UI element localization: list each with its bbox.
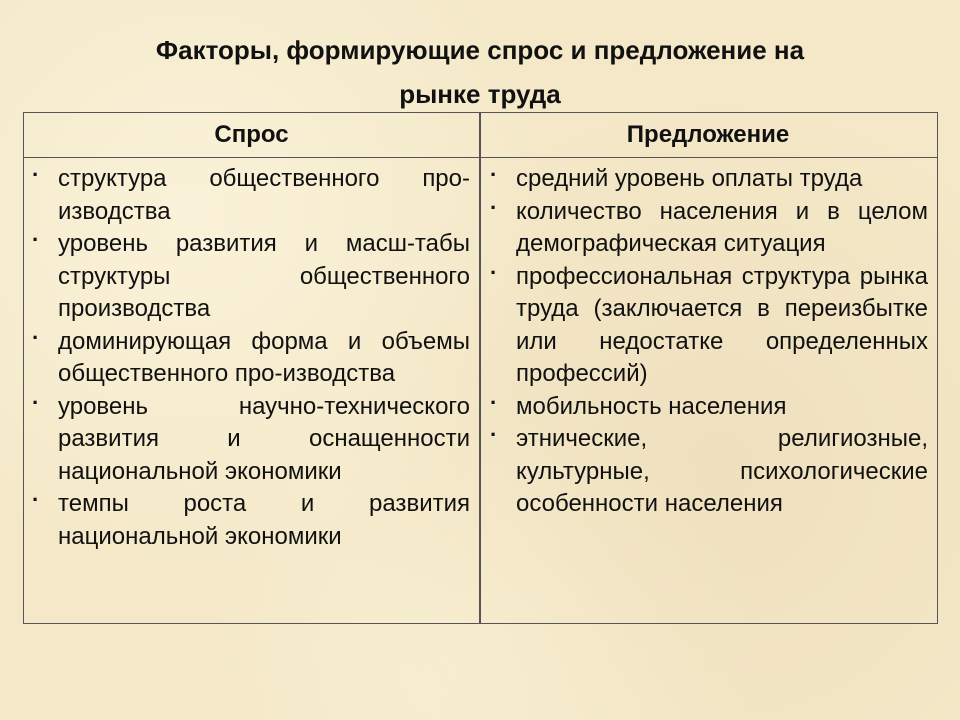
- demand-item: [32, 488, 470, 553]
- bullet-icon: ·: [32, 227, 40, 252]
- bullet-icon: ·: [32, 324, 40, 350]
- bullet-icon: ·: [490, 259, 498, 285]
- bullet-icon: ·: [490, 389, 498, 415]
- header-supply: Предложение: [626, 121, 790, 148]
- supply-item-text: мобильность населения: [516, 392, 787, 420]
- bullet-icon: ·: [32, 389, 40, 415]
- column-divider: [479, 113, 481, 623]
- supply-list: [490, 163, 928, 521]
- demand-item: [32, 326, 470, 391]
- demand-item: [32, 163, 470, 228]
- supply-item-text: этнические, религиозные, культурные, психологические особенности населения: [516, 425, 928, 517]
- supply-item: [490, 196, 928, 261]
- supply-item-text: средний уровень оплаты труда: [516, 165, 863, 192]
- demand-list: [32, 163, 470, 553]
- demand-column: [32, 163, 470, 553]
- bullet-icon: ·: [32, 162, 40, 187]
- supply-item-text: профессиональная структура рынка труда (заключается в переизбытке или недостатке определенных профессий): [516, 262, 928, 387]
- demand-item-text: доминирующая форма и объемы общественного про-изводства: [58, 327, 470, 387]
- bullet-icon: ·: [32, 487, 40, 512]
- bullet-icon: ·: [490, 162, 498, 187]
- supply-item: [490, 261, 928, 391]
- demand-item: [32, 228, 470, 326]
- supply-item: [490, 423, 928, 521]
- demand-item-text: структура общественного про-изводства: [58, 165, 470, 225]
- page-title: [0, 28, 960, 116]
- table-header-row: [24, 113, 937, 158]
- factors-table: [23, 112, 938, 624]
- supply-item: [490, 163, 928, 196]
- supply-column: [490, 163, 928, 521]
- bullet-icon: ·: [490, 194, 498, 220]
- bullet-icon: ·: [490, 422, 498, 447]
- page-title-line2: рынке труда: [399, 79, 561, 109]
- supply-item-text: количество населения и в целом демографическая ситуация: [516, 197, 928, 257]
- demand-item-text: темпы роста и развития национальной экономики: [58, 490, 470, 550]
- demand-item-text: уровень развития и масш-табы структуры общественного производства: [58, 230, 470, 322]
- page-title-line1: Факторы, формирующие спрос и предложение на: [155, 35, 805, 65]
- supply-item: [490, 391, 928, 424]
- demand-item-text: уровень научно-технического развития и оснащенности национальной экономики: [58, 392, 470, 485]
- header-demand: Спрос: [214, 121, 289, 148]
- demand-item: [32, 391, 470, 489]
